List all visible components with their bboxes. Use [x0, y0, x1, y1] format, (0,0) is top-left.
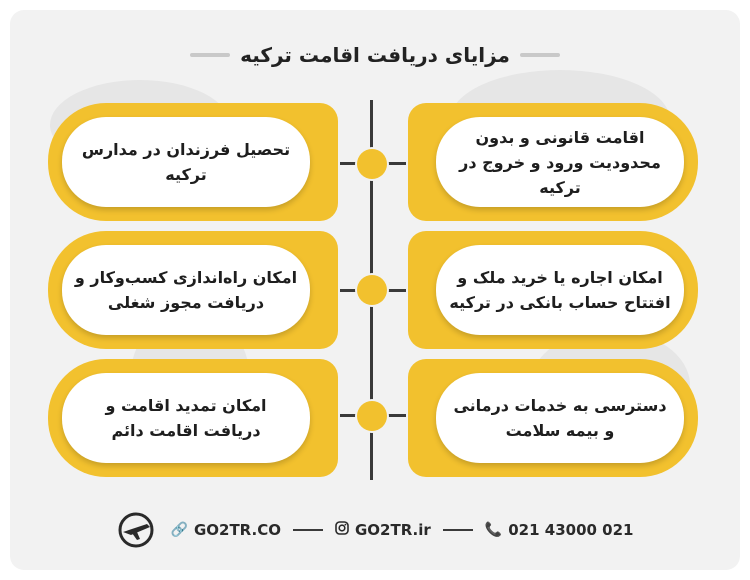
benefit-card-left-1: [48, 103, 338, 221]
card-body: [62, 373, 310, 463]
title-divider-right: [520, 53, 560, 57]
card-text: دسترسی به خدمات درمانی و بیمه سلامت: [453, 396, 667, 440]
instagram-text: GO2TR.ir: [354, 521, 431, 539]
title-bar: [0, 38, 750, 72]
title-divider-left: [190, 53, 230, 57]
timeline-dot: [357, 149, 387, 179]
card-body: [436, 373, 684, 463]
card-text: امکان اجاره یا خرید ملک و افتتاح حساب بانکی در ترکیه: [449, 268, 671, 312]
footer-divider: [443, 529, 473, 531]
benefit-card-left-2: [48, 231, 338, 349]
website-link[interactable]: [171, 521, 281, 539]
benefit-card-left-3: [48, 359, 338, 477]
website-text: GO2TR.CO: [193, 521, 281, 539]
card-body: [436, 117, 684, 207]
page-title: مزایای دریافت اقامت ترکیه: [240, 43, 510, 67]
card-text: امکان راه‌اندازی کسب‌وکار و دریافت مجوز شغلی: [74, 268, 298, 312]
card-text: تحصیل فرزندان در مدارس ترکیه: [81, 140, 291, 184]
card-text: امکان تمدید اقامت و دریافت اقامت دائم: [105, 396, 267, 440]
phone-text: 021 43000 021: [508, 521, 634, 539]
phone-link[interactable]: [485, 521, 634, 539]
card-text: اقامت قانونی و بدون محدودیت ورود و خروج در ترکیه: [459, 127, 661, 197]
instagram-icon: [335, 521, 349, 539]
benefit-card-right-1: [408, 103, 698, 221]
timeline-dot: [357, 275, 387, 305]
plane-logo: [117, 511, 155, 549]
benefit-card-right-2: [408, 231, 698, 349]
plane-logo-icon: [117, 511, 155, 549]
phone-icon: 📞: [484, 522, 503, 538]
footer: [0, 510, 750, 550]
link-icon: 🔗: [170, 522, 188, 538]
benefit-card-right-3: [408, 359, 698, 477]
card-body: [436, 245, 684, 335]
card-body: [62, 117, 310, 207]
instagram-link[interactable]: [335, 521, 431, 539]
card-body: [62, 245, 310, 335]
footer-divider: [293, 529, 323, 531]
timeline-dot: [357, 401, 387, 431]
